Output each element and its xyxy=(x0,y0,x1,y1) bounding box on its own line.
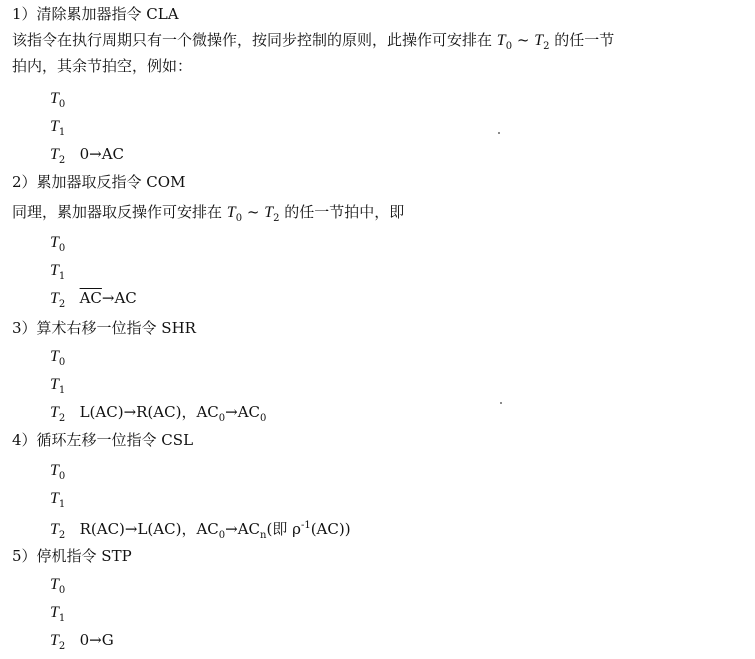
scan-speck xyxy=(498,132,500,134)
section-3-heading: 3）算术右移一位指令 SHR xyxy=(12,319,196,337)
section-1-intro-cont: 拍内，其余节拍空，例如： xyxy=(12,57,193,75)
micro-op: L(AC)→R(AC)，$AC_0\to AC_0$ xyxy=(79,403,267,424)
section-1-heading: 1）清除累加器指令 CLA xyxy=(12,5,179,23)
timing-t0: $T_0$ xyxy=(50,348,66,368)
micro-op: 0→AC xyxy=(79,145,125,163)
scan-speck xyxy=(500,402,502,404)
section-5-heading: 5）停机指令 STP xyxy=(12,547,132,565)
timing-t1: $T_1$ xyxy=(50,376,66,396)
timing-t2: $T_2$ L(AC)→R(AC)，$AC_0\to AC_0$ xyxy=(50,403,267,424)
timing-t0: $T_0$ xyxy=(50,90,66,110)
micro-op: R(AC)→L(AC)，$AC_0\to AC_n$(即 $\rho^{-1}(AC)$) xyxy=(79,520,351,541)
timing-t2: $T_2$ R(AC)→L(AC)，$AC_0\to AC_n$(即 $\rho^{-1}(AC)$) xyxy=(50,520,351,541)
section-2-heading: 2）累加器取反指令 COM xyxy=(12,173,186,191)
timing-t2: $T_2$ $\overline{AC}\to AC$ xyxy=(50,289,137,310)
section-1-intro: 该指令在执行周期只有一个微操作，按同步控制的原则，此操作可安排在 $T_0$ ~ $T_2$ 的任一节 xyxy=(12,31,615,52)
section-2-intro: 同理，累加器取反操作可安排在 $T_0$ ~ $T_2$ 的任一节拍中，即 xyxy=(12,203,405,224)
timing-t1: $T_1$ xyxy=(50,604,66,624)
timing-t2: $T_2$ 0→G xyxy=(50,631,114,652)
micro-op: 0→G xyxy=(79,631,114,649)
micro-op: $\overline{AC}\to AC$ xyxy=(79,289,137,307)
section-4-heading: 4）循环左移一位指令 CSL xyxy=(12,431,194,449)
timing-t1: $T_1$ xyxy=(50,490,66,510)
timing-t1: $T_1$ xyxy=(50,262,66,282)
timing-t0: $T_0$ xyxy=(50,234,66,254)
timing-t2: $T_2$ 0→AC xyxy=(50,145,125,166)
timing-t0: $T_0$ xyxy=(50,576,66,596)
timing-t1: $T_1$ xyxy=(50,118,66,138)
timing-t0: $T_0$ xyxy=(50,462,66,482)
